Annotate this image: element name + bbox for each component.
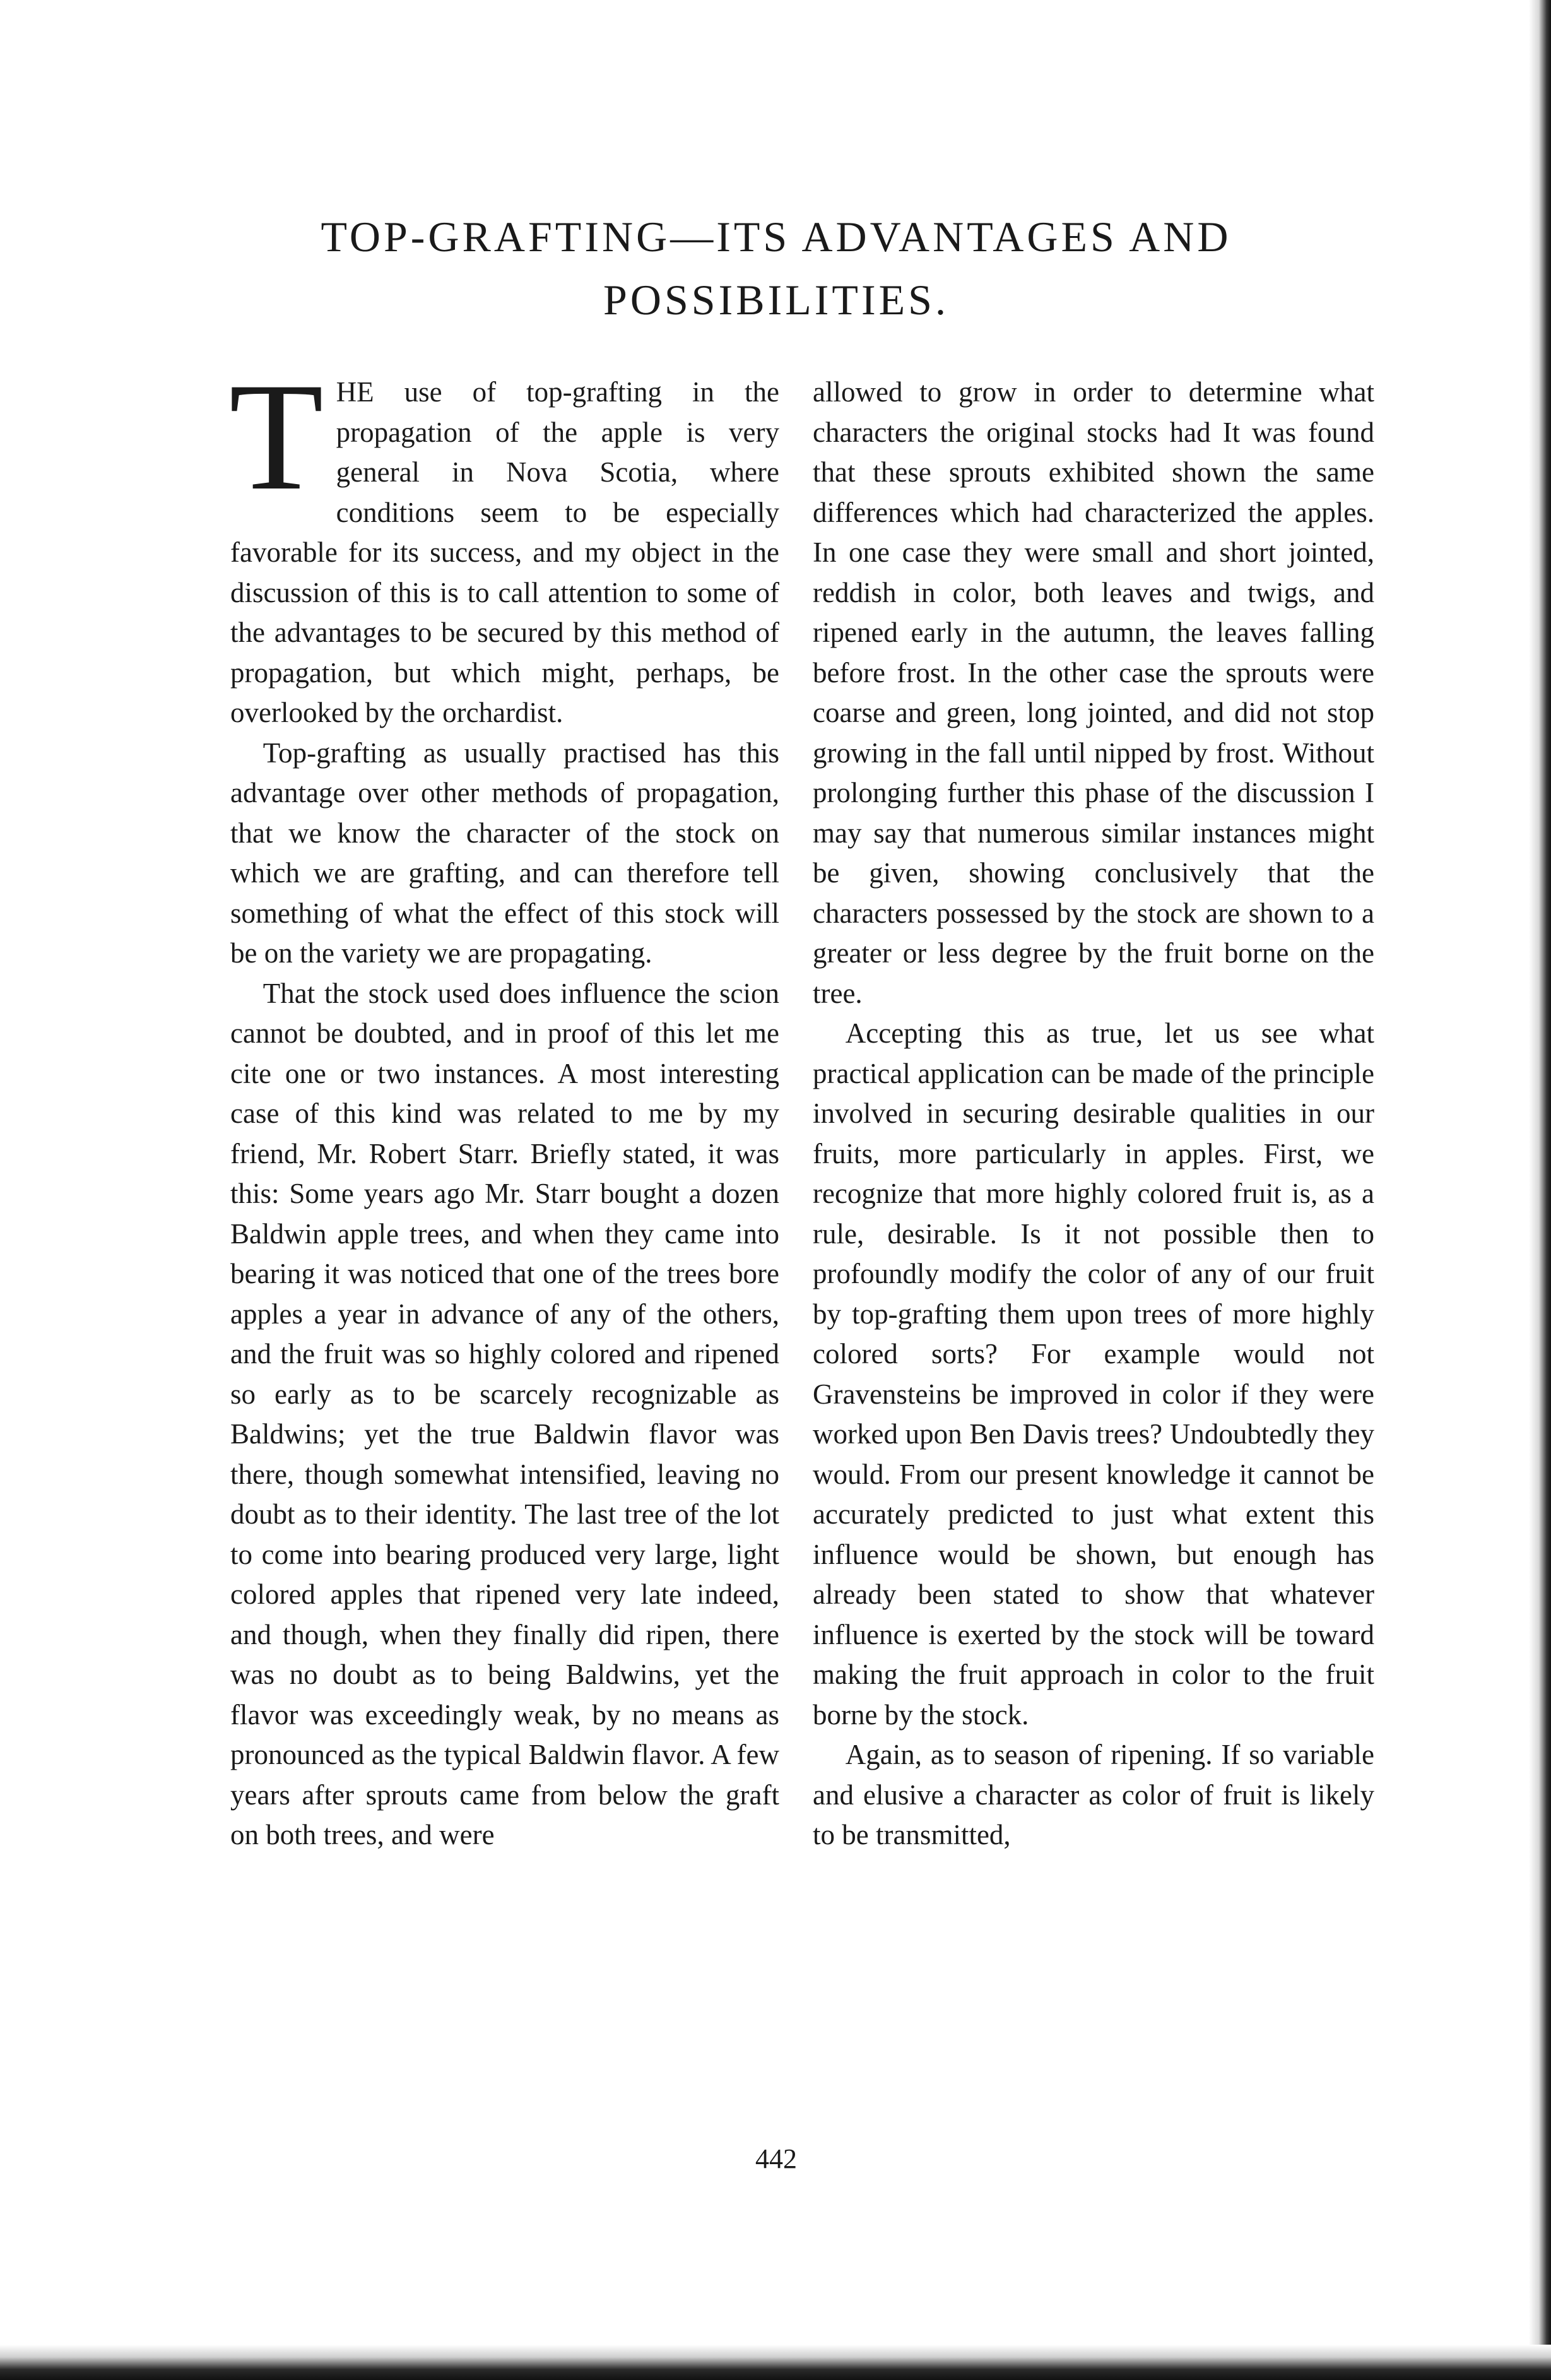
- paragraph-3: That the stock used does influence the scion cannot be doubted, and in proof of this let me cite one or two instances. A most interesting case of this kind was related to me by my friend, Mr. Robert Starr. Briefly stated, it was this: Some years ago Mr. Starr bought a dozen Baldwin apple trees, and when they came into bearing it was noticed that one of the trees bore apples a year in advance of any of the others, and the fruit was so highly colored and ripened so early as to be scarcely recognizable as Baldwins; yet the true Baldwin flavor was there, though somewhat intensified, leaving no doubt as to their identity. The last tree of the lot to come into bearing produced very large, light colored apples that ripened very late indeed, and though, when they finally did ripen, there was no doubt as to being Baldwins, yet the flavor was exceedingly weak, by no means as pronounced as the typical Baldwin flavor. A few years after sprouts came from below the graft on both trees, and were: [230, 977, 779, 1850]
- paragraph-4: Accepting this as true, let us see what practical application can be made of the principle involved in securing desirable qualities in our fruits, more particularly in apples. First, we recognize that more highly colored fruit is, as a rule, desirable. Is it not possible then to profoundly modify the color of any of our fruit by top-grafting them upon trees of more highly colored sorts? For example would not Gravensteins be improved in color if they were worked upon Ben Davis trees? Undoubtedly they would. From our present knowledge it cannot be accurately predicted to just what extent this influence would be shown, but enough has already been stated to show that whatever influence is exerted by the stock will be toward making the fruit approach in color to the fruit borne by the stock.: [813, 1017, 1374, 1731]
- page-title: [189, 205, 1363, 331]
- paragraph-1: [229, 351, 779, 733]
- scan-edge-bottom: [0, 2345, 1551, 2380]
- left-column: [229, 351, 779, 1856]
- paragraph-5: Again, as to season of ripening. If so variable and elusive a character as color of fruit is likely to be transmitted,: [813, 1739, 1374, 1850]
- title-line-1: TOP-GRAFTING—ITS ADVANTAGES AND: [321, 213, 1232, 261]
- drop-cap-letter: T: [229, 351, 324, 522]
- paragraph-3-continued: allowed to grow in order to determine what characters the original stocks had It was found that these sprouts exhibited shown the same differences which had characterized the apples. In one case they were small and short jointed, reddish in color, both leaves and twigs, and ripened early in the autumn, the leaves falling before frost. In the other case the sprouts were coarse and green, long jointed, and did not stop growing in the fall until nipped by frost. Without prolonging further this phase of the discussion I may say that numerous similar instances might be given, showing conclusively that the characters possessed by the stock are shown to a greater or less degree by the fruit borne on the tree.: [813, 376, 1374, 1009]
- page-number: 442: [755, 2143, 797, 2174]
- scan-edge-right: [1495, 0, 1551, 2380]
- right-column: [813, 372, 1374, 1856]
- title-line-2: POSSIBILITIES.: [603, 276, 949, 324]
- paragraph-2: Top-grafting as usually practised has this advantage over other methods of propagation, that we know the character of the stock on which we are grafting, and can therefore tell something of what the effect of this stock will be on the variety we are propagating.: [230, 737, 779, 969]
- paragraph-1-text: HE use of top-grafting in the propagation of the apple is very general in Nova Scotia, where conditions seem to be especially favorable for its success, and my object in the discussion of this is to call attention to some of the advantages to be secured by this method of propagation, but which might, perhaps, be overlooked by the orchardist.: [230, 376, 779, 728]
